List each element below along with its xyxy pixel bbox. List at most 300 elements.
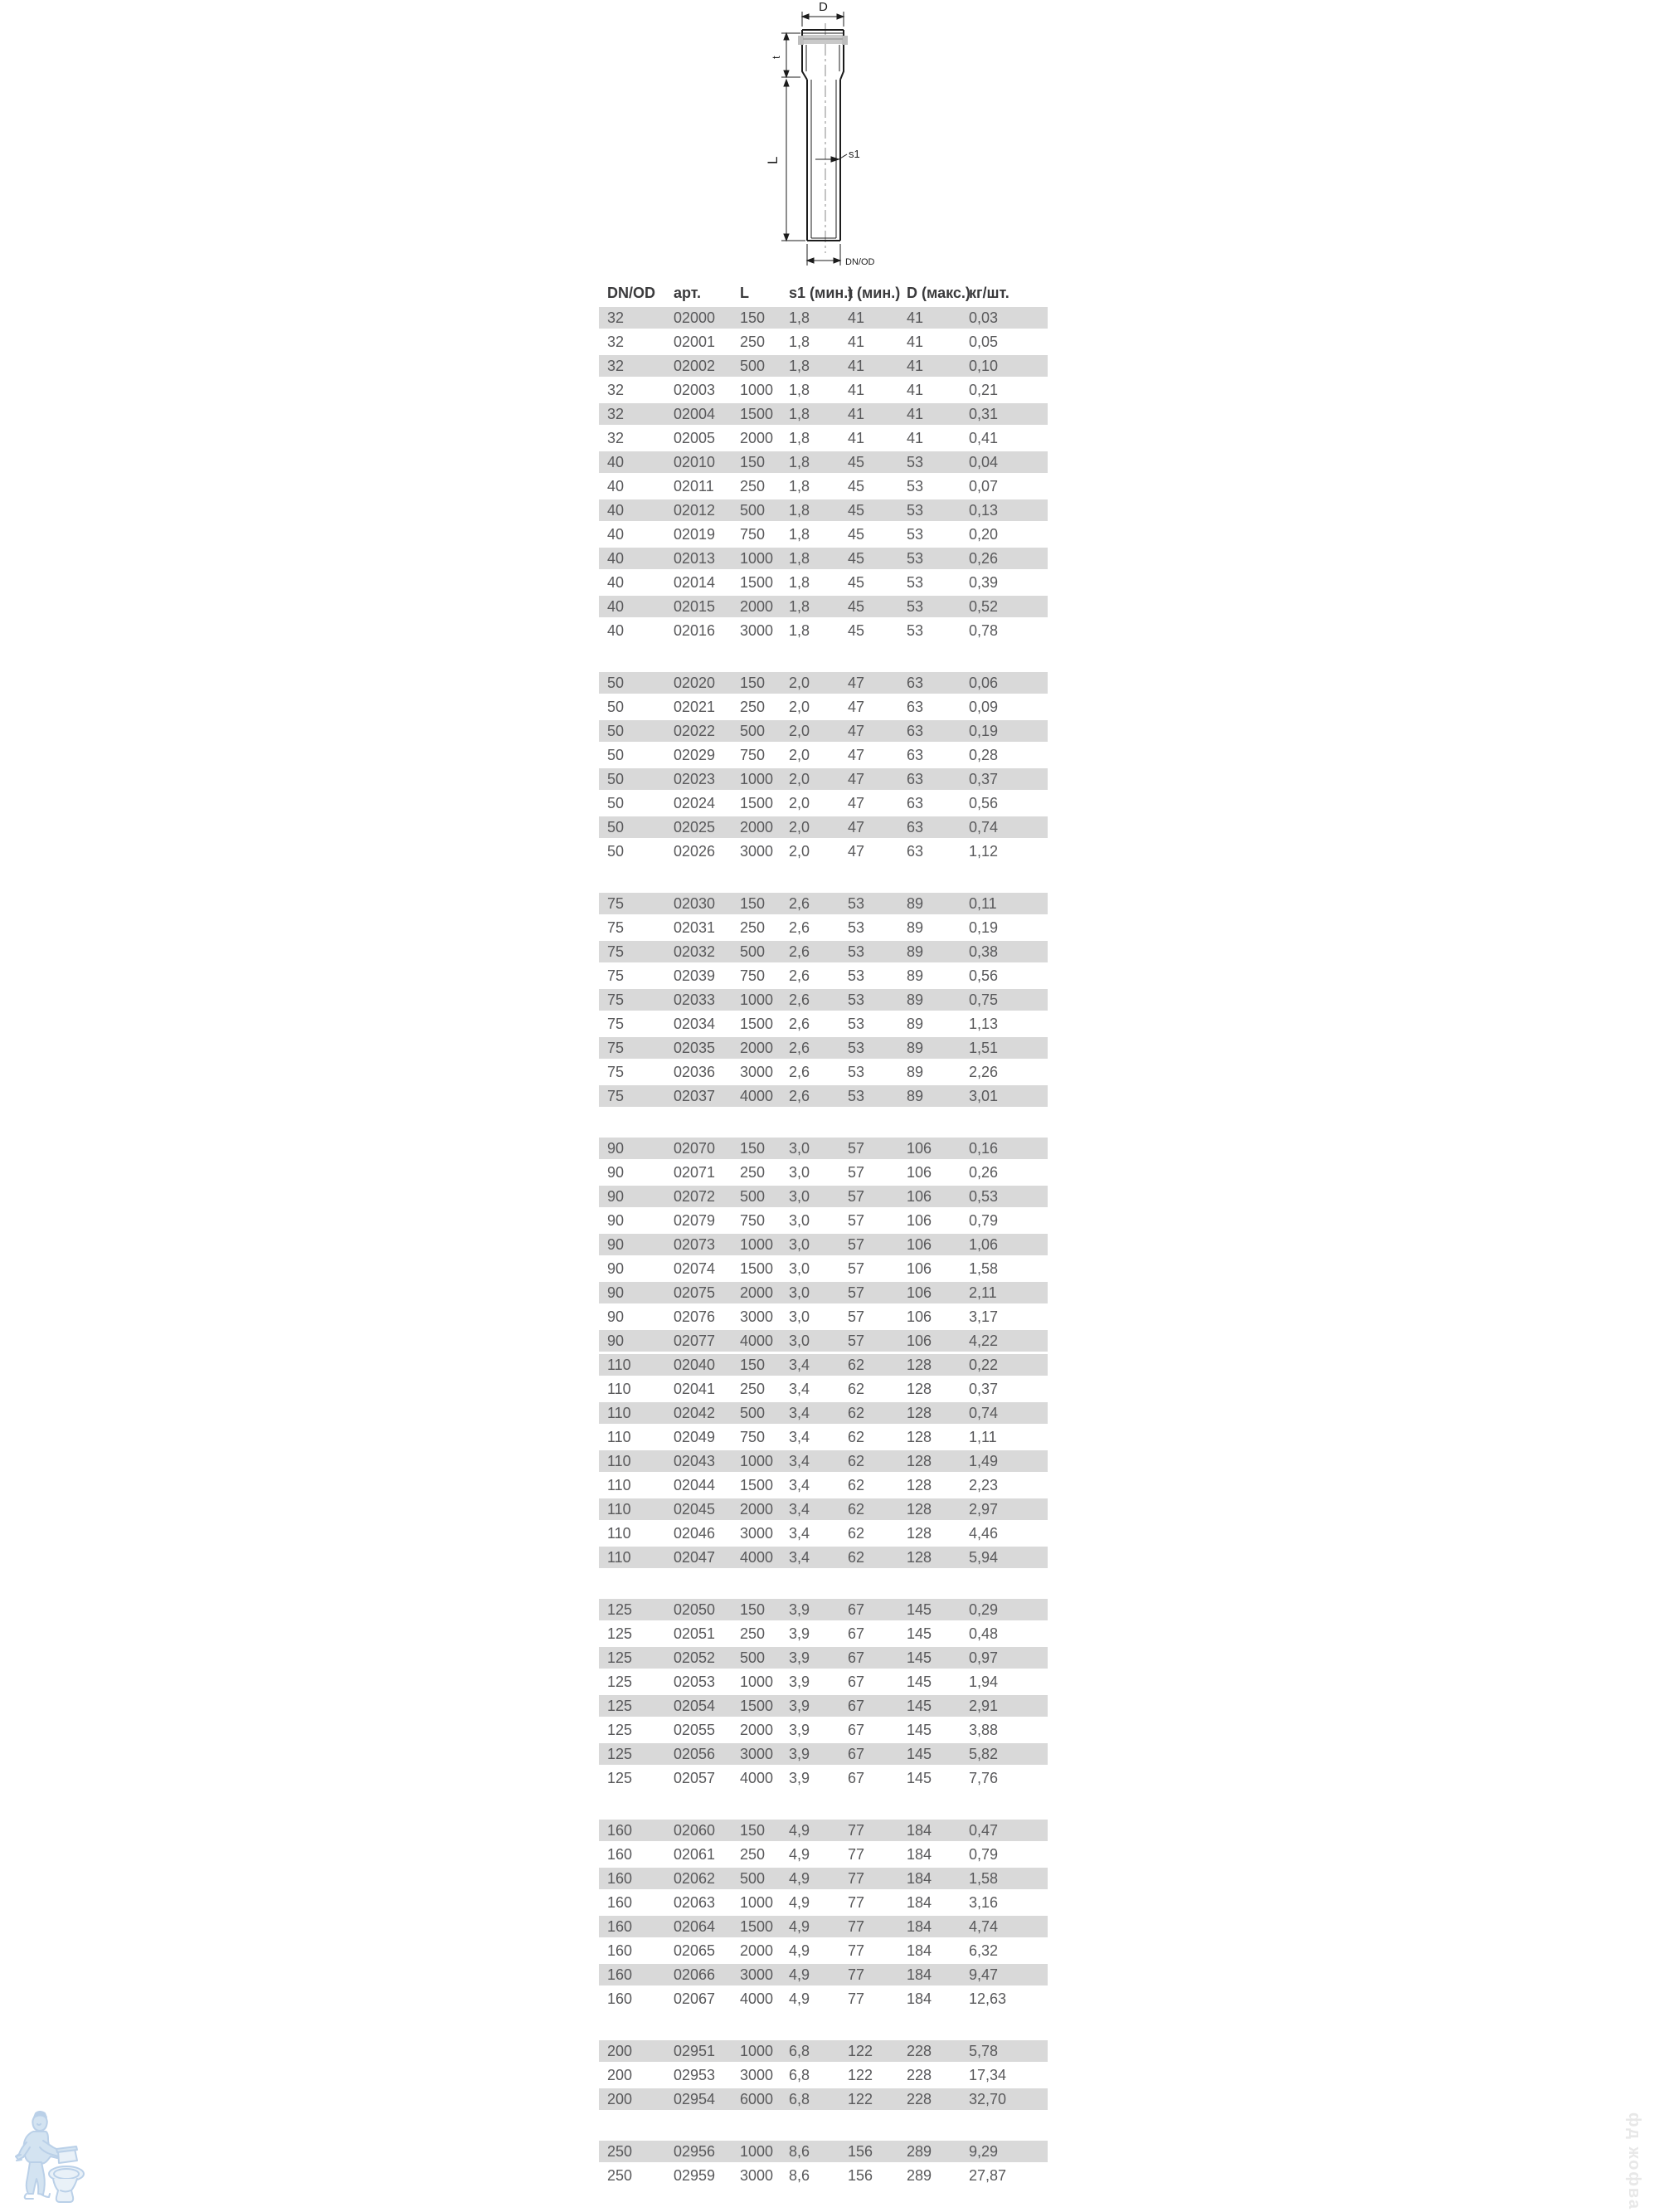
cell-s1-min: 1,8 — [789, 430, 810, 446]
cell-t-min: 67 — [848, 1770, 865, 1786]
cell-t-min: 53 — [848, 943, 865, 960]
group-spacer — [599, 2112, 1048, 2141]
table-row — [599, 1450, 1048, 1472]
cell-l: 1500 — [740, 1918, 774, 1935]
cell-s1-min: 2,0 — [789, 795, 810, 811]
cell-s1-min: 2,6 — [789, 1016, 810, 1032]
cell-dn-od: 90 — [607, 1188, 625, 1205]
col-header-t-min: t (мин.) — [848, 284, 901, 301]
cell-kg-pcs: 0,38 — [969, 943, 999, 960]
cell-kg-pcs: 0,11 — [969, 895, 997, 912]
cell-kg-pcs: 3,16 — [969, 1894, 999, 1911]
cell-t-min: 77 — [848, 1822, 865, 1839]
cell-l: 4000 — [740, 1333, 774, 1349]
cell-art: 02021 — [674, 699, 716, 715]
cell-kg-pcs: 27,87 — [969, 2167, 1007, 2184]
cell-dn-od: 50 — [607, 771, 625, 787]
cell-l: 2000 — [740, 1501, 774, 1518]
cell-kg-pcs: 0,56 — [969, 967, 999, 984]
cell-l: 4000 — [740, 1088, 774, 1104]
cell-art: 02034 — [674, 1016, 716, 1032]
cell-dn-od: 40 — [607, 550, 625, 567]
cell-s1-min: 1,8 — [789, 622, 810, 639]
cell-d-max: 289 — [907, 2167, 932, 2184]
table-row — [599, 792, 1048, 814]
cell-d-max: 184 — [907, 1894, 932, 1911]
cell-kg-pcs: 3,17 — [969, 1308, 999, 1325]
table-row — [599, 1306, 1048, 1328]
cell-s1-min: 4,9 — [789, 1870, 810, 1887]
cell-dn-od: 75 — [607, 895, 625, 912]
table-row — [599, 917, 1048, 938]
cell-l: 150 — [740, 1822, 766, 1839]
cell-dn-od: 160 — [607, 1894, 633, 1911]
cell-dn-od: 110 — [607, 1405, 631, 1421]
table-row — [599, 1820, 1048, 1841]
cell-art: 02041 — [674, 1381, 716, 1397]
cell-l: 1500 — [740, 1477, 774, 1493]
cell-t-min: 156 — [848, 2143, 873, 2160]
cell-dn-od: 40 — [607, 526, 625, 543]
cell-t-min: 45 — [848, 502, 865, 519]
cell-l: 750 — [740, 1429, 766, 1445]
cell-d-max: 145 — [907, 1601, 932, 1618]
cell-d-max: 184 — [907, 1990, 932, 2007]
cell-l: 3000 — [740, 1064, 774, 1080]
cell-s1-min: 3,0 — [789, 1164, 810, 1181]
cell-dn-od: 125 — [607, 1601, 633, 1618]
table-row — [599, 720, 1048, 742]
cell-dn-od: 110 — [607, 1357, 631, 1373]
cell-t-min: 67 — [848, 1601, 865, 1618]
cell-dn-od: 50 — [607, 795, 625, 811]
cell-l: 150 — [740, 1357, 766, 1373]
table-row — [599, 696, 1048, 718]
cell-t-min: 45 — [848, 622, 865, 639]
dim-label-t: t — [770, 56, 782, 59]
cell-t-min: 53 — [848, 1064, 865, 1080]
cell-dn-od: 200 — [607, 2043, 633, 2059]
cell-t-min: 67 — [848, 1746, 865, 1762]
cell-l: 1000 — [740, 382, 774, 398]
cell-art: 02052 — [674, 1649, 716, 1666]
cell-kg-pcs: 5,82 — [969, 1746, 999, 1762]
table-row — [599, 816, 1048, 838]
cell-l: 3000 — [740, 1308, 774, 1325]
cell-dn-od: 90 — [607, 1308, 625, 1325]
cell-art: 02036 — [674, 1064, 716, 1080]
cell-l: 2000 — [740, 1722, 774, 1738]
table-row — [599, 768, 1048, 790]
cell-art: 02951 — [674, 2043, 716, 2059]
cell-l: 750 — [740, 747, 766, 763]
cell-art: 02043 — [674, 1453, 716, 1469]
cell-kg-pcs: 1,06 — [969, 1236, 999, 1253]
cell-kg-pcs: 1,49 — [969, 1453, 999, 1469]
cell-art: 02011 — [674, 478, 714, 495]
cell-kg-pcs: 0,56 — [969, 795, 999, 811]
cell-d-max: 184 — [907, 1846, 932, 1863]
cell-art: 02040 — [674, 1357, 716, 1373]
cell-art: 02045 — [674, 1501, 716, 1518]
cell-s1-min: 8,6 — [789, 2143, 810, 2160]
cell-d-max: 53 — [907, 454, 924, 470]
cell-dn-od: 50 — [607, 723, 625, 739]
cell-kg-pcs: 1,58 — [969, 1260, 999, 1277]
cell-l: 250 — [740, 1381, 766, 1397]
col-header-dn-od: DN/OD — [607, 284, 655, 301]
cell-dn-od: 200 — [607, 2067, 633, 2083]
cell-s1-min: 2,6 — [789, 943, 810, 960]
cell-d-max: 228 — [907, 2091, 932, 2107]
cell-d-max: 184 — [907, 1918, 932, 1935]
dim-label-L: L — [765, 156, 781, 164]
cell-d-max: 106 — [907, 1284, 932, 1301]
dimension-L — [781, 80, 805, 241]
cell-t-min: 53 — [848, 1016, 865, 1032]
cell-t-min: 122 — [848, 2067, 873, 2083]
cell-art: 02954 — [674, 2091, 716, 2107]
cell-kg-pcs: 0,19 — [969, 919, 999, 936]
cell-art: 02062 — [674, 1870, 716, 1887]
table-row — [599, 548, 1048, 569]
cell-t-min: 57 — [848, 1308, 865, 1325]
cell-dn-od: 110 — [607, 1477, 631, 1493]
cell-kg-pcs: 5,78 — [969, 2043, 999, 2059]
table-row — [599, 989, 1048, 1011]
cell-d-max: 41 — [907, 309, 924, 326]
table-row — [599, 1719, 1048, 1741]
cell-l: 3000 — [740, 1746, 774, 1762]
table-row — [599, 1892, 1048, 1913]
cell-l: 150 — [740, 1140, 766, 1157]
cell-s1-min: 3,4 — [789, 1501, 810, 1518]
cell-art: 02053 — [674, 1674, 716, 1690]
cell-t-min: 77 — [848, 1918, 865, 1935]
cell-l: 250 — [740, 919, 766, 936]
cell-l: 3000 — [740, 1525, 774, 1542]
cell-d-max: 228 — [907, 2043, 932, 2059]
cell-art: 02014 — [674, 574, 716, 591]
cell-s1-min: 2,0 — [789, 843, 810, 860]
table-row — [599, 1767, 1048, 1789]
cell-s1-min: 2,6 — [789, 967, 810, 984]
cell-t-min: 67 — [848, 1625, 865, 1642]
cell-kg-pcs: 0,28 — [969, 747, 999, 763]
table-row — [599, 1868, 1048, 1889]
table-row — [599, 893, 1048, 914]
cell-kg-pcs: 5,94 — [969, 1549, 999, 1566]
cell-kg-pcs: 0,03 — [969, 309, 999, 326]
cell-d-max: 89 — [907, 919, 924, 936]
cell-kg-pcs: 0,13 — [969, 502, 999, 519]
cell-s1-min: 1,8 — [789, 382, 810, 398]
cell-s1-min: 2,6 — [789, 1064, 810, 1080]
cell-t-min: 62 — [848, 1525, 865, 1542]
cell-kg-pcs: 0,29 — [969, 1601, 999, 1618]
cell-d-max: 128 — [907, 1549, 932, 1566]
cell-t-min: 62 — [848, 1429, 865, 1445]
cell-s1-min: 3,0 — [789, 1260, 810, 1277]
cell-d-max: 89 — [907, 943, 924, 960]
cell-kg-pcs: 0,31 — [969, 406, 999, 422]
table-row — [599, 1013, 1048, 1035]
table-row — [599, 524, 1048, 545]
cell-t-min: 57 — [848, 1164, 865, 1181]
cell-t-min: 45 — [848, 478, 865, 495]
cell-kg-pcs: 0,74 — [969, 1405, 999, 1421]
cell-t-min: 53 — [848, 919, 865, 936]
table-row — [599, 1402, 1048, 1424]
cell-s1-min: 1,8 — [789, 358, 810, 374]
cell-d-max: 41 — [907, 358, 924, 374]
cell-d-max: 145 — [907, 1770, 932, 1786]
cell-t-min: 47 — [848, 843, 865, 860]
cell-s1-min: 2,6 — [789, 895, 810, 912]
cell-kg-pcs: 0,79 — [969, 1212, 999, 1229]
cell-d-max: 41 — [907, 382, 924, 398]
cell-art: 02042 — [674, 1405, 716, 1421]
col-header-d-max: D (макс.) — [907, 284, 971, 301]
cell-d-max: 89 — [907, 1064, 924, 1080]
cell-l: 1500 — [740, 406, 774, 422]
cell-d-max: 106 — [907, 1308, 932, 1325]
cell-l: 1000 — [740, 1674, 774, 1690]
table-header — [599, 280, 1048, 305]
cell-art: 02051 — [674, 1625, 716, 1642]
cell-kg-pcs: 1,51 — [969, 1040, 999, 1056]
table-row — [599, 1599, 1048, 1620]
table-row — [599, 572, 1048, 593]
cell-t-min: 41 — [848, 309, 865, 326]
cell-d-max: 41 — [907, 406, 924, 422]
cell-t-min: 47 — [848, 699, 865, 715]
cell-d-max: 128 — [907, 1453, 932, 1469]
cell-art: 02046 — [674, 1525, 716, 1542]
cell-t-min: 62 — [848, 1357, 865, 1373]
cell-d-max: 53 — [907, 502, 924, 519]
cell-dn-od: 125 — [607, 1746, 633, 1762]
cell-dn-od: 125 — [607, 1649, 633, 1666]
cell-dn-od: 160 — [607, 1846, 633, 1863]
table-row — [599, 1964, 1048, 1985]
col-header-kg-pcs: кг/шт. — [969, 284, 1010, 301]
cell-kg-pcs: 0,26 — [969, 550, 999, 567]
cell-kg-pcs: 4,74 — [969, 1918, 999, 1935]
cell-kg-pcs: 1,94 — [969, 1674, 999, 1690]
cell-l: 4000 — [740, 1770, 774, 1786]
cell-d-max: 106 — [907, 1140, 932, 1157]
cell-d-max: 41 — [907, 430, 924, 446]
cell-art: 02029 — [674, 747, 716, 763]
cell-art: 02001 — [674, 334, 716, 350]
cell-kg-pcs: 7,76 — [969, 1770, 999, 1786]
cell-s1-min: 3,0 — [789, 1333, 810, 1349]
cell-s1-min: 1,8 — [789, 478, 810, 495]
cell-s1-min: 3,4 — [789, 1429, 810, 1445]
cell-s1-min: 6,8 — [789, 2043, 810, 2059]
cell-s1-min: 1,8 — [789, 406, 810, 422]
dim-label-s1: s1 — [849, 148, 860, 160]
cell-dn-od: 40 — [607, 454, 625, 470]
table-row — [599, 1085, 1048, 1107]
cell-art: 02047 — [674, 1549, 716, 1566]
cell-art: 02049 — [674, 1429, 716, 1445]
cell-t-min: 77 — [848, 1894, 865, 1911]
cell-l: 250 — [740, 334, 766, 350]
cell-l: 1000 — [740, 550, 774, 567]
cell-dn-od: 32 — [607, 309, 625, 326]
cell-d-max: 128 — [907, 1405, 932, 1421]
cell-t-min: 41 — [848, 334, 865, 350]
cell-d-max: 63 — [907, 699, 924, 715]
cell-l: 250 — [740, 1164, 766, 1181]
cell-s1-min: 4,9 — [789, 1990, 810, 2007]
cell-kg-pcs: 0,19 — [969, 723, 999, 739]
cell-kg-pcs: 0,22 — [969, 1357, 999, 1373]
cell-dn-od: 125 — [607, 1770, 633, 1786]
cell-dn-od: 40 — [607, 598, 625, 615]
cell-s1-min: 2,0 — [789, 819, 810, 836]
cell-d-max: 63 — [907, 747, 924, 763]
cell-art: 02060 — [674, 1822, 716, 1839]
cell-art: 02013 — [674, 550, 716, 567]
cell-t-min: 53 — [848, 895, 865, 912]
cell-d-max: 53 — [907, 622, 924, 639]
cell-art: 02039 — [674, 967, 716, 984]
table-row — [599, 1234, 1048, 1255]
cell-kg-pcs: 0,04 — [969, 454, 999, 470]
cell-art: 02953 — [674, 2067, 716, 2083]
cell-art: 02033 — [674, 992, 716, 1008]
cell-s1-min: 2,0 — [789, 723, 810, 739]
cell-t-min: 67 — [848, 1722, 865, 1738]
cell-t-min: 62 — [848, 1405, 865, 1421]
cell-t-min: 53 — [848, 967, 865, 984]
cell-l: 150 — [740, 1601, 766, 1618]
cell-t-min: 57 — [848, 1236, 865, 1253]
cell-art: 02012 — [674, 502, 716, 519]
cell-d-max: 128 — [907, 1357, 932, 1373]
cell-l: 750 — [740, 526, 766, 543]
cell-t-min: 77 — [848, 1966, 865, 1983]
table-row — [599, 1138, 1048, 1159]
cell-kg-pcs: 0,26 — [969, 1164, 999, 1181]
cell-kg-pcs: 6,32 — [969, 1942, 999, 1959]
cell-art: 02055 — [674, 1722, 716, 1738]
cell-dn-od: 32 — [607, 334, 625, 350]
cell-art: 02071 — [674, 1164, 716, 1181]
cell-art: 02076 — [674, 1308, 716, 1325]
cell-d-max: 63 — [907, 675, 924, 691]
cell-s1-min: 1,8 — [789, 598, 810, 615]
cell-t-min: 57 — [848, 1212, 865, 1229]
cell-s1-min: 3,9 — [789, 1601, 810, 1618]
cell-l: 6000 — [740, 2091, 774, 2107]
table-row — [599, 331, 1048, 353]
table-row — [599, 1258, 1048, 1279]
cell-dn-od: 110 — [607, 1549, 631, 1566]
table-row — [599, 1210, 1048, 1231]
cell-t-min: 62 — [848, 1477, 865, 1493]
cell-dn-od: 110 — [607, 1525, 631, 1542]
table-row — [599, 1162, 1048, 1183]
cell-art: 02079 — [674, 1212, 716, 1229]
col-header-art: арт. — [674, 284, 702, 301]
cell-d-max: 63 — [907, 795, 924, 811]
cell-dn-od: 40 — [607, 502, 625, 519]
cell-l: 1000 — [740, 1894, 774, 1911]
cell-kg-pcs: 0,05 — [969, 334, 999, 350]
cell-d-max: 89 — [907, 1016, 924, 1032]
cell-art: 02010 — [674, 454, 716, 470]
cell-art: 02003 — [674, 382, 716, 398]
col-header-l: L — [740, 284, 749, 301]
cell-art: 02070 — [674, 1140, 716, 1157]
cell-s1-min: 4,9 — [789, 1942, 810, 1959]
cell-d-max: 128 — [907, 1381, 932, 1397]
cell-kg-pcs: 17,34 — [969, 2067, 1007, 2083]
table-row — [599, 965, 1048, 987]
cell-art: 02035 — [674, 1040, 716, 1056]
group-spacer — [599, 865, 1048, 893]
cell-dn-od: 75 — [607, 1016, 625, 1032]
table-row — [599, 2040, 1048, 2062]
cell-kg-pcs: 0,20 — [969, 526, 999, 543]
cell-t-min: 57 — [848, 1260, 865, 1277]
cell-l: 1500 — [740, 574, 774, 591]
cell-l: 1000 — [740, 1453, 774, 1469]
cell-dn-od: 50 — [607, 819, 625, 836]
cell-t-min: 41 — [848, 382, 865, 398]
cell-s1-min: 2,6 — [789, 992, 810, 1008]
cell-dn-od: 32 — [607, 382, 625, 398]
cell-art: 02073 — [674, 1236, 716, 1253]
vertical-watermark-text: фд жофва — [1625, 2112, 1643, 2211]
cell-t-min: 47 — [848, 771, 865, 787]
dim-label-D: D — [819, 0, 828, 14]
cell-kg-pcs: 1,12 — [969, 843, 999, 860]
table-row — [599, 475, 1048, 497]
cell-d-max: 128 — [907, 1429, 932, 1445]
cell-d-max: 89 — [907, 895, 924, 912]
cell-dn-od: 125 — [607, 1722, 633, 1738]
cell-s1-min: 3,4 — [789, 1525, 810, 1542]
cell-d-max: 89 — [907, 1040, 924, 1056]
cell-l: 2000 — [740, 1040, 774, 1056]
cell-s1-min: 2,0 — [789, 747, 810, 763]
cell-kg-pcs: 0,78 — [969, 622, 999, 639]
group-spacer — [599, 1571, 1048, 1599]
cell-kg-pcs: 0,37 — [969, 771, 999, 787]
cell-s1-min: 3,4 — [789, 1381, 810, 1397]
cell-dn-od: 90 — [607, 1140, 625, 1157]
cell-d-max: 89 — [907, 967, 924, 984]
cell-kg-pcs: 0,79 — [969, 1846, 999, 1863]
cell-l: 250 — [740, 1846, 766, 1863]
cell-dn-od: 75 — [607, 943, 625, 960]
cell-d-max: 53 — [907, 598, 924, 615]
cell-kg-pcs: 4,46 — [969, 1525, 999, 1542]
cell-t-min: 45 — [848, 526, 865, 543]
cell-l: 750 — [740, 1212, 766, 1229]
cell-t-min: 45 — [848, 574, 865, 591]
cell-dn-od: 125 — [607, 1674, 633, 1690]
cell-art: 02075 — [674, 1284, 716, 1301]
cell-kg-pcs: 4,22 — [969, 1333, 999, 1349]
cell-art: 02063 — [674, 1894, 716, 1911]
table-row — [599, 1498, 1048, 1520]
